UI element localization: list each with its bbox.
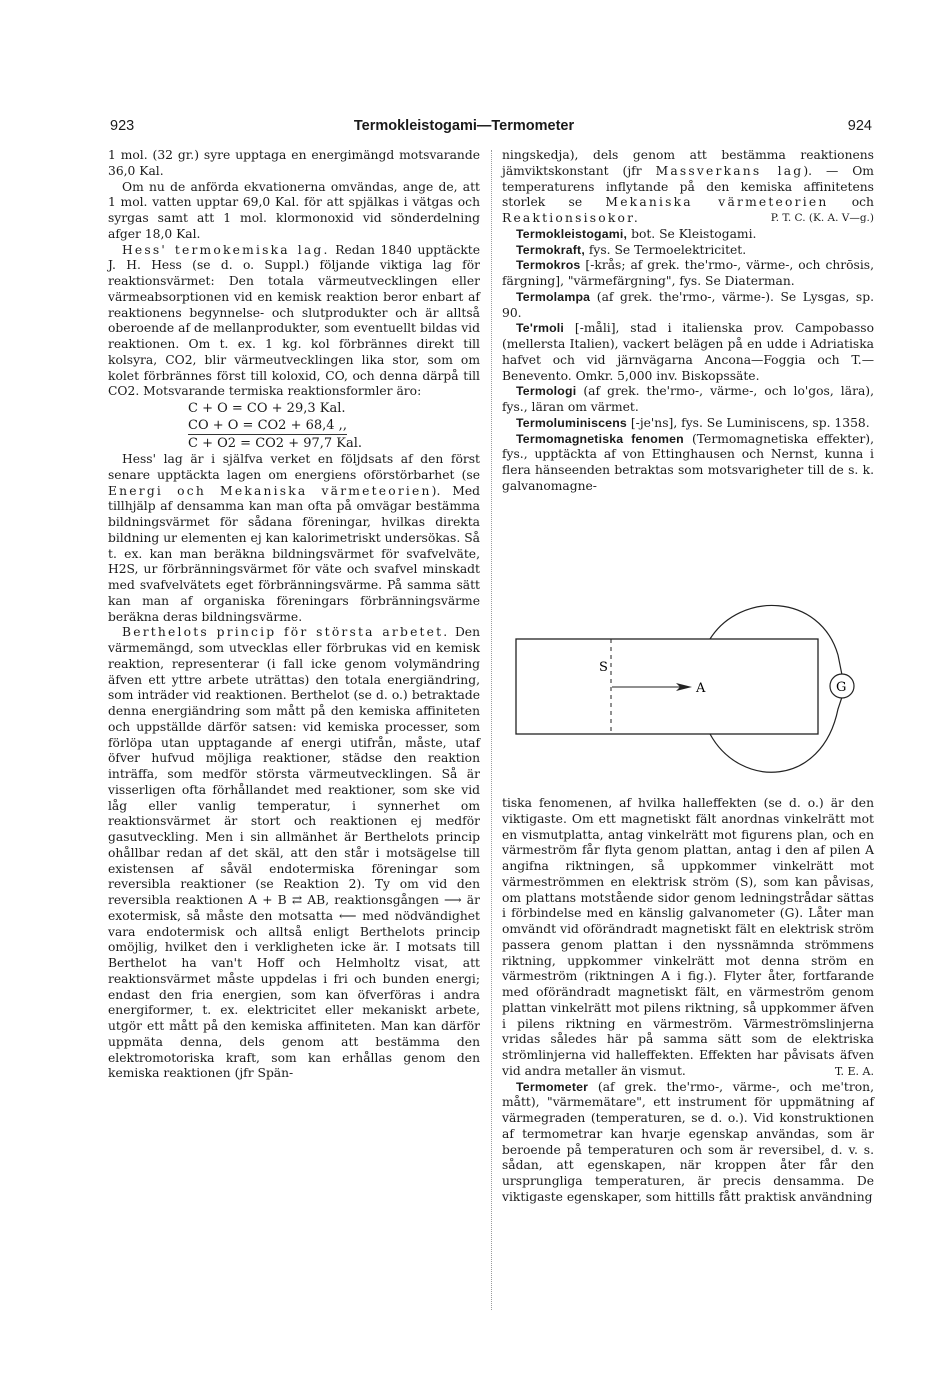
page-number-right: 924 — [847, 118, 872, 134]
upper-wire — [710, 605, 842, 675]
section-title: Berthelots princip för största arbetet. — [122, 625, 450, 640]
entry-headword: Termokleistogami, — [516, 226, 628, 241]
cross-reference: Massverkans lag — [655, 163, 804, 178]
entry-headword: Termomagnetiska fenomen — [516, 431, 684, 446]
page-header — [0, 114, 928, 136]
entry-headword: Termokros — [516, 258, 581, 273]
entry-headword: Termologi — [516, 384, 577, 399]
paragraph — [502, 148, 874, 227]
paragraph: Om nu de anförda ekvationerna omvändas, ange de, att 1 mol. vatten upptar 69,0 Kal. för att spjälkas i vätgas och syrgas samt att 1 mol. klormonoxid vid sönderdelning afger 18,0 Kal. — [108, 179, 480, 241]
entry — [502, 243, 874, 259]
figure-thermomagnetic — [500, 583, 870, 795]
text: ). — Om temperaturens inflytande på den kemiska affinitetens storlek se — [502, 163, 874, 210]
cross-reference: Reaktionsisokor. — [502, 211, 640, 225]
entry-headword: Te'rmoli — [516, 321, 565, 336]
text: ningskedja), dels genom att bestämma reaktionens jämviktskonstant (jfr — [502, 148, 874, 178]
label-a: A — [696, 681, 706, 696]
column-divider — [491, 150, 492, 1310]
label-s: S — [599, 660, 608, 675]
equation: C + O2 = CO2 + 97,7 Kal. — [188, 436, 363, 451]
entry-text: fys. Se Termoelektricitet. — [588, 242, 747, 257]
entry — [502, 416, 874, 432]
entry — [502, 432, 874, 495]
text: ). Med tillhjälp af densamma kan man ofta på omvägar bestämma bildningsvärmet för sådana föreningar, hvilkas direkta bildning ur elementen ej kan kalorimetriskt undersökas. Så t. ex. kan man beräkna bildningsvärmet för svafvelväte, H2S, ur förbränningsvärmet för väte och svafvel minskadt med svafvelvätets eget förbränningsvärme. På samma sätt kan man af organiska föreningars förbränningsvärme beräkna deras bildningsvärme. — [108, 483, 480, 624]
entry-text: [-måli], stad i italienska prov. Campobasso (mellersta Italien), vackert belägen på en udde i Adriatiska hafvet och vid järnvägarna Ancona—Foggia och T.—Benevento. Omkr. 5,000 inv. Biskopssäte. — [502, 321, 874, 383]
entry — [502, 227, 874, 243]
paragraph-berthelot — [108, 625, 480, 1082]
entry-text: (Termomagnetiska effekter), fys., upptäckta af von Ettinghausen och Nernst, kunna i flera hänseenden betraktas som motsvarigheter till de s. k. galvanomagne- — [502, 431, 874, 493]
entry-headword: Termolampa — [516, 289, 591, 304]
entry-headword: Termometer — [516, 1079, 589, 1094]
entry-text: [-krås; af grek. the'rmo-, värme-, och chrōsis, färgning], "värmefärgning", fys. Se Diaterman. — [502, 258, 874, 288]
author-signature: P. T. C. (K. A. V—g.) — [770, 212, 874, 224]
text: tiska fenomenen, af hvilka halleffekten (se d. o.) är den viktigaste. Om ett magnetiskt fält anordnas vinkelrätt mot en vismutplatta, antag vinkelrätt mot figurens plan, och en värmeström får flyta genom plattan, antag i den af pilen A angifna riktningen, så uppkommer vinkelrätt mot värmeströmmen en elektrisk ström (S), som kan påvisas, om plattans motstående sidor genom ledningstrådar sättas i förbindelse med en känslig galvanometer (G). Låter man omvändt vid oförändradt magnetiskt fält en elektrisk ström passera genom plattan i den nyssnämnda strömmens riktning, uppkommer vinkelrätt mot denna ström en värmeström (riktningen A i fig.). Flyter åter, fortfarande med oförändradt magnetiskt fält, en värmeström genom plattan vinkelrätt mot pilens riktning, så uppkommer äfven i pilens riktning en värmeström. Värmeströmslinjerna vridas således här på samma sätt som de elektriska strömlinjerna vid halleffekten. Effekten har påvisats äfven vid andra metaller än vismut. — [502, 796, 874, 1078]
entry — [502, 290, 874, 322]
left-column — [108, 148, 480, 1082]
entry-text: (af grek. the'rmo-, värme-, och lo'gos, lära), fys., läran om värmet. — [502, 384, 874, 414]
entry-text: (af grek. the'rmo-, värme-, och me'tron, mått), "värmemätare", ett instrument för uppmätning af värmegraden (temperaturen, se d. o.). Vid konstruktionen af termometrar kan hvarje egenskap användas, som är beroende på temperaturen och som är reversibel, d. v. s. sådan, att egenskapen, när kroppen åter får den ursprungliga temperaturen, är precis densamma. De viktigaste egenskaper, som hittills fått praktisk användning — [502, 1079, 874, 1204]
author-signature: T. E. A. — [834, 1064, 874, 1078]
cross-reference: Energi och Mekaniska värmeteorien — [108, 483, 432, 498]
entry-headword: Termoluminiscens — [516, 415, 627, 430]
equation-block — [188, 400, 480, 452]
entry — [502, 1080, 874, 1206]
section-text: Redan 1840 upptäckte J. H. Hess (se d. o. Suppl.) följande viktiga lag för reaktionsvärmet: Den totala värmeutvecklingen eller värmeabsorptionen vid en kemisk reaktion beror enbart af reaktionens begynnelse- och slutprodukter och är alltså oberoende af de mellanprodukter, som eventuellt bildas vid reaktionen. Om t. ex. 1 kg. kol förbrännes direkt till kolsyra, CO2, blir värmeutvecklingen lika stor, som om kolet förbrännes först till koloxid, CO, och denna därpå till CO2. Motsvarande termiska reaktionsformler äro: — [108, 242, 481, 399]
label-g: G — [836, 680, 847, 695]
paragraph: 1 mol. (32 gr.) syre upptaga en energimängd motsvarande 36,0 Kal. — [108, 148, 480, 178]
equation: CO + O = CO2 + 68,4 ,, — [188, 418, 347, 433]
text: Hess' lag är i själfva verket en följdsats af den först senare upptäckta lagen om energiens oförstörbarhet (se — [108, 452, 480, 482]
entry — [502, 384, 874, 416]
page-title: Termokleistogami—Termometer — [353, 118, 575, 134]
section-title: Hess' termokemiska lag. — [122, 242, 330, 257]
entry — [502, 258, 874, 290]
section-text: Den värmemängd, som utvecklas eller förbrukas vid en kemisk reaktion, representerar (i fall icke genom volymändring äfven ett yttre arbete uträttas) den totala energiändring, som inträder vid reaktionen. Berthelot (se d. o.) betraktade denna energiändring som mått på den kemiska affiniteten och uppställde därför satsen: vid kemiska processer, som förlöpa utan upptagande af energi utifrån, måste, utaf öfver hufvud möjliga reaktioner, städse den reaktion inträffa, som medför största värmeutvecklingen. Så är visserligen ofta förhållandet med reaktioner, som ske vid låg eller vanlig temperatur, i synnerhet om reaktionsvärmet är stort och reaktionen ej medför gasutveckling. Men i sin allmänhet är Berthelots princip ohållbar redan af det skäl, att den står i motsägelse till existensen af såväl endotermiska föreningar som reversibla reaktioner (se Reaktion 2). Ty om vid den reversibla reaktionen A + B ⇄ AB, reaktionsgången ⟶ är exotermisk, så måste den motsatta ⟵ med nödvändighet vara endotermisk och alltså enligt Berthelots princip omöjlig, hvilket den i verkligheten icke är. I motsats till Berthelot ha van't Hoff och Helmholtz visat, att reaktionsvärmet måste uppdelas i fri och bunden energi; endast den fria energien, som kan öfverföras i andra energiformer, t. ex. elektricitet eller mekaniskt arbete, utgör ett mått på den kemiska affiniteten. Man kan därför uppmäta denna, dels genom att bestämma den elektromotoriska kraft, som kan erhållas genom den kemiska reaktionen (jfr Spän- — [108, 625, 480, 1081]
paragraph — [502, 796, 874, 1080]
figure-diagram — [500, 583, 870, 795]
entry-text: [-je'ns], fys. Se Luminiscens, sp. 1358. — [630, 415, 870, 430]
paragraph-hess — [108, 243, 480, 401]
text: och — [851, 195, 874, 210]
entry — [502, 321, 874, 384]
right-column-lower — [502, 796, 874, 1206]
right-column — [502, 148, 874, 495]
equation: C + O = CO + 29,3 Kal. — [188, 401, 346, 416]
paragraph — [108, 452, 480, 625]
entry-text: (af grek. the'rmo-, värme-). Se Lysgas, sp. 90. — [502, 289, 874, 320]
entry-text: bot. Se Kleistogami. — [631, 226, 757, 241]
cross-reference: Mekaniska värmeteorien — [605, 195, 829, 210]
page-number-left: 923 — [110, 118, 135, 134]
entry-headword: Termokraft, — [516, 242, 585, 257]
